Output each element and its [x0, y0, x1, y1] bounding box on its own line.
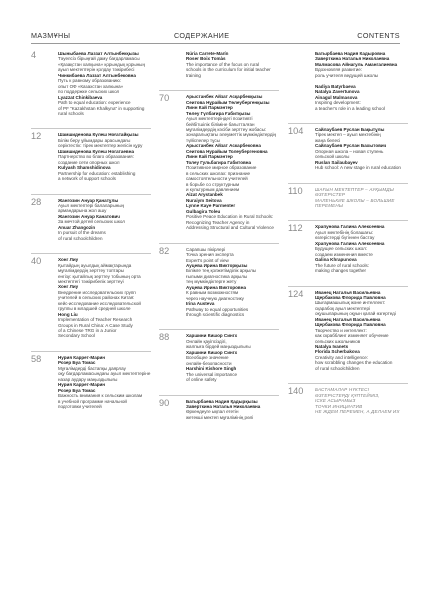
author-name: Заверткина Наталья Николаевна — [186, 404, 261, 410]
author-name: Harshini Kishore Singh — [186, 366, 237, 372]
article-title: The importance of the focus on rural — [186, 61, 260, 67]
article-title: a teacher's role in a leading school — [315, 105, 385, 111]
article-title: серіктестік: тірек мектептер желісін құру — [58, 143, 143, 149]
page-number: 40 — [31, 256, 42, 267]
article-title: In pursuit of the dreams — [58, 230, 106, 236]
article-title: зонаралықтағы әлеуметтік мүмкіндіктердің — [186, 132, 277, 138]
article-title: Партнерство во благо образования: — [58, 154, 134, 160]
toc-entry[interactable] — [31, 51, 151, 116]
author-name: Щербакова Флорида Павловна — [315, 294, 386, 300]
article-title: сельских школьников — [315, 338, 361, 344]
article-title: Тірек мектеп – ауыл мектебінің — [315, 132, 381, 138]
article-title: Важность внимания к сельским школам — [58, 393, 143, 399]
article-title: how scrabbling changes the education — [315, 360, 393, 366]
article-title: Путь к равному образованию: — [58, 78, 122, 84]
author-name: Galina Khrapunova — [315, 257, 357, 263]
article-title: группы в младшей средней школе — [58, 306, 131, 312]
article-title: в сельских школах: признание — [186, 170, 251, 176]
author-name: Жангозин Ануар Канатович — [58, 213, 120, 219]
article-title: самостоятельности учителей — [186, 176, 248, 182]
author-name: Ruslan Sailaubayev — [315, 159, 358, 165]
article-title: Точка зрения эксперта — [186, 252, 234, 258]
article-title: учителей в сельских районах Китая: — [58, 295, 135, 301]
header-russian: СОДЕРЖАНИЕ — [174, 31, 230, 40]
toc-entry[interactable] — [288, 123, 408, 171]
author-name: Lyazzat Chinkibaeva — [58, 94, 103, 100]
page-number: 12 — [31, 131, 42, 142]
article-title: сқарабоқ ауыл мектептері — [315, 305, 370, 311]
section-heading: ӨЗГЕРІСТЕР — [315, 192, 346, 198]
author-name: Florida Scherbakova — [315, 349, 360, 355]
toc-column-right — [288, 51, 408, 427]
author-name: Сайлаубаев Руслан Бахытович — [315, 143, 387, 149]
article-title: Позитивное мирное образование — [186, 165, 257, 171]
toc-entry[interactable] — [288, 220, 408, 273]
article-title: в борьбе со структурным — [186, 181, 240, 187]
author-name: Храпунова Галина Алексеевна — [315, 224, 385, 230]
author-name: Розер Буа Томас — [58, 387, 96, 393]
article-title: Hub school: A new stage in rural education — [315, 165, 401, 171]
article-title: Мұғалімдерді бастапқы даярлау — [58, 365, 126, 371]
section-heading: ТОЧКИ ИНИЦИАТИВ — [315, 403, 363, 409]
article-title: ауыл мектептерін қолдау тәжірибесі — [58, 67, 135, 73]
article-title: Secondary School — [58, 333, 95, 339]
author-name: Батырбаева Надия Кадыровна — [315, 51, 386, 56]
article-title: Positive Peace Education in Rural Schools: — [186, 214, 274, 220]
article-title: The universal importance — [186, 371, 238, 377]
header-rule — [31, 43, 400, 44]
article-title: тең мүмкіндіктерге жету — [186, 279, 237, 285]
article-title: Всеобщее значение — [186, 355, 229, 361]
author-name: Gulbagira Toleu — [186, 208, 221, 214]
article-title: Өркендеуге ықпал ететін — [186, 409, 239, 415]
page-number: 88 — [159, 332, 170, 343]
section-heading: ІСКЕ АСЫРАМЫЗ — [315, 398, 356, 404]
article-title: Partnership for education: establishing — [58, 170, 136, 176]
section-heading: БАСТАМАЛАР НҮКТЕСІ — [315, 387, 370, 393]
article-title: «Қазақстан халқына» қорындық қорының — [58, 61, 145, 67]
article-title: of PF "Kazakhstan Khalkyna" in supporting — [58, 105, 145, 111]
article-title: Творчество и интеллект: — [315, 327, 367, 333]
toc-entry[interactable] — [288, 286, 408, 372]
author-name: Nadiya Batyrbaeva — [315, 83, 356, 89]
article-title: Ауыл мектептеріндегі позитивті — [186, 116, 253, 122]
article-title: жетекші мектеп мұғалімінің рөлі — [186, 414, 254, 420]
article-title: өзгерістерді бүгіннен бастау — [315, 235, 375, 241]
toc-column-center — [159, 51, 279, 432]
toc-entry[interactable] — [31, 351, 151, 410]
author-name: Шыныбаева Лаззат Алтынбекқызы — [58, 51, 139, 56]
page-number: 104 — [288, 125, 304, 136]
article-title: онлайн-безопасности — [186, 360, 232, 366]
article-title: training — [186, 72, 201, 78]
author-name: Kulyash Shamshidinova — [58, 165, 111, 171]
article-title: бейбітшілік біліміне бағытталған — [186, 121, 255, 127]
author-name: Шамшиденова Кулеш Ногатаевна — [58, 148, 135, 154]
toc-column-left — [31, 51, 151, 421]
article-title: оқушыларының оқуын қалай өзгертеді — [315, 311, 396, 317]
toc-entry[interactable] — [159, 329, 279, 382]
page-number: 112 — [288, 223, 303, 234]
article-title: За мечтой детей сельских школ — [58, 219, 125, 225]
article-title: подготовки учителей — [58, 404, 102, 410]
article-title: опыт ОФ «Казахстан халкына» — [58, 83, 124, 89]
author-name: Иванец Наталья Васильевна — [315, 289, 381, 295]
author-name: Irina Austeva — [186, 301, 215, 307]
article-title: создаем изменения вместе — [315, 251, 373, 257]
author-name: Храпунова Галина Алексеевна — [315, 240, 385, 246]
author-name: Щербакова Флорида Павловна — [315, 322, 386, 328]
article-title: through scientific diagnostics — [186, 312, 245, 318]
author-name: Арыстанбек Айзат Асқарбекқызы — [186, 94, 263, 100]
page-number: 28 — [31, 196, 42, 207]
author-name: Сайлаубаев Руслан Бақытұлы — [315, 126, 385, 132]
article-title: Будущее сельских школ: — [315, 246, 367, 252]
article-title: К равным возможностям — [186, 290, 239, 296]
article-title: The future of rural schools: — [315, 262, 370, 268]
article-title: түйіспелер тұсы — [186, 137, 220, 143]
author-name: Иванец Наталья Васильевна — [315, 316, 381, 322]
page-number: 70 — [159, 93, 170, 104]
author-name: Nuraiym Seitova — [186, 197, 222, 203]
article-title: of rural schoolchildren — [58, 235, 103, 241]
article-title: назар аудару маңыздылығы — [58, 376, 118, 382]
article-title: и культурным давлением — [186, 186, 240, 192]
toc-entry[interactable] — [31, 194, 151, 242]
toc-entry[interactable] — [159, 243, 279, 318]
article-title: жаңа белесі — [315, 137, 341, 143]
article-title: мұғалімдердің кәсіби зерттеу жобасы: — [186, 126, 267, 132]
page-number: 4 — [31, 50, 37, 60]
page-number: 82 — [159, 245, 170, 256]
article-title: Ауыл мектебінің болашағы: — [315, 229, 374, 235]
article-title: Вдохновляя развитие: — [315, 67, 363, 73]
author-name: Линн Кай Пармэнтер — [186, 154, 233, 160]
article-title: в учебной программе начальной — [58, 398, 127, 404]
article-title: кейс-исследование исследовательской — [58, 300, 141, 306]
toc-entry[interactable] — [31, 253, 151, 339]
article-title: Ауыл мектептері балаларының — [58, 202, 124, 208]
author-name: Розер Буа Томас — [58, 360, 96, 366]
toc-entry[interactable] — [159, 90, 279, 230]
article-title: Implementation of Teacher Research — [58, 317, 133, 323]
article-title: Inspiring development: — [315, 100, 361, 106]
article-title: Тәуелсіз бірыңғай даму бағдарламасы — [58, 56, 140, 62]
article-title: по поддержке сельских школ — [58, 89, 120, 95]
author-name: Нурия Каррет-Марин — [58, 354, 106, 360]
article-title: Білімге тең қолжетімділік арқылы — [186, 268, 256, 274]
author-name: Roser Boix Tomàs — [186, 56, 226, 62]
author-name: Төлеу Гүлбағира Ғабитқызы — [186, 110, 251, 116]
article-title: Groups in Rural China: A Case Study — [58, 322, 133, 328]
section-heading: МАЛЕНЬКИЕ ШКОЛЫ – БОЛЬШИЕ — [315, 197, 395, 203]
author-name: Нурия Каррет-Марин — [58, 382, 106, 388]
author-name: Сеитова Нұрайым Төлеубергенқызы — [186, 99, 270, 105]
author-name: Арыстанбек Айзат Аскарбековна — [186, 143, 261, 149]
article-title: Шығармашылық және интеллект: — [315, 300, 386, 306]
article-title: Сарапшы пікірлері — [186, 246, 226, 252]
article-title: через научную диагностику — [186, 295, 244, 301]
author-name: Ainagul Malmasova — [315, 94, 358, 100]
article-title: оқу бағдарламасындағы ауыл мектептеріне — [58, 371, 151, 377]
article-title: енгізу: қытайлық зерттеу тобының орта — [58, 273, 141, 279]
article-title: Внедрение исследовательских групп — [58, 289, 136, 295]
author-name: Ауцева Ирина Викторқызы — [186, 262, 248, 268]
toc-entry[interactable] — [159, 51, 279, 78]
page-number: 58 — [31, 353, 42, 364]
author-name: Núria Carrete-Marín — [186, 51, 229, 56]
toc-entry[interactable] — [288, 383, 408, 414]
toc-entry[interactable] — [31, 128, 151, 181]
author-name: Харшини Кишор Сингх — [186, 333, 238, 339]
author-name: Жангозин Ануар Қанатұлы — [58, 197, 119, 203]
author-name: Чинкибаева Лаззат Алтынбековна — [58, 72, 136, 78]
author-name: Natalya Ivanets — [315, 344, 349, 350]
article-title: Recognizing Teacher Agency in — [186, 219, 250, 225]
article-title: a network of support schools — [58, 176, 116, 182]
article-title: Expert's point of view — [186, 257, 229, 263]
article-title: Path to equal education: experience — [58, 100, 131, 106]
article-title: Опорная школа – новая ступень — [315, 148, 384, 154]
article-title: армандарына жол ашу — [58, 208, 107, 214]
author-name: Anuar Zhangozin — [58, 224, 96, 230]
article-title: создание сети опорных школ — [58, 159, 120, 165]
author-name: Ауцева Ирина Викторовна — [186, 284, 246, 290]
article-title: Addressing Structural and Cultural Violence — [186, 225, 274, 231]
article-title: making changes together — [315, 268, 367, 274]
author-name: Сеитова Нурайым Толеубергеновна — [186, 148, 268, 154]
author-name: Толеу Гульбагира Габитовна — [186, 159, 252, 165]
article-title: schools in the curriculum for initial teacher — [186, 67, 271, 73]
page-number: 140 — [288, 386, 304, 397]
article-title: of rural schoolchildren — [315, 365, 360, 371]
article-title: Онлайн қауіпсіздігі, — [186, 338, 227, 344]
section-heading: ӨЗГЕРІСТЕРДІ ҚҰПТЕЙМІЗ, — [315, 392, 380, 398]
section-heading: ШАҒЫН МЕКТЕПТЕР – АУҚЫМДЫ — [315, 186, 395, 192]
article-title: Pathway to equal opportunities — [186, 306, 249, 312]
author-name: Aizat Arystanbek — [186, 192, 223, 198]
page-number: 124 — [288, 288, 304, 299]
page-number: 110 — [288, 185, 303, 196]
author-name: Natalya Zavertunova — [315, 89, 360, 95]
author-name: Заверткина Наталья Николаевна — [315, 56, 390, 62]
page-number: 90 — [159, 397, 170, 408]
header-english: CONTENTS — [357, 31, 400, 40]
article-title: of online safety — [186, 377, 217, 383]
toc-entry[interactable] — [288, 183, 408, 209]
section-heading: НЕ ЖДЕМ ПЕРЕМЕН, А ДЕЛАЕМ ИХ — [315, 409, 400, 415]
article-title: сельской школы — [315, 154, 350, 160]
article-title: как скрабблинг изменяет обучение — [315, 333, 389, 339]
author-name: Харшини Кишор Сингх — [186, 349, 238, 355]
section-heading: ПЕРЕМЕНЫ — [315, 202, 344, 208]
author-name: Линн Кай Пармэнтер — [186, 105, 233, 111]
author-name: Lynne Kaye Parmenter — [186, 203, 236, 209]
article-title: роль учителя ведущей школы — [315, 72, 378, 78]
article-title: ғылыми диагностика арқылы — [186, 273, 248, 279]
author-name: Шамшиденова Күлеш Ноғатайқызы — [58, 132, 139, 138]
toc-entry[interactable] — [159, 395, 279, 421]
author-name: Хонг Лиу — [58, 284, 79, 290]
author-name: Батырбаева Надия Қадырқызы — [186, 398, 258, 404]
toc-entry[interactable] — [288, 51, 408, 111]
article-title: жалпыға бірдей маңыздылығы — [186, 344, 251, 350]
article-title: Қытайдың ауылдық аймақтарында — [58, 262, 132, 268]
author-name: Hong Liu — [58, 311, 78, 317]
header-kazakh: МАЗМҰНЫ — [31, 31, 71, 40]
article-title: Creativity and intelligence: — [315, 354, 369, 360]
article-title: мұғалімдердің зерттеу топтары — [58, 268, 124, 274]
article-title: мектептегі тәжірибелік зерттеуі — [58, 278, 124, 284]
article-title: Білім беру ұйымдары арасындағы — [58, 137, 131, 143]
author-name: Хонг Лиу — [58, 257, 79, 263]
article-title: of a Chinese TRG in a Junior — [58, 328, 117, 334]
article-title: rural schools — [58, 110, 84, 116]
author-name: Малмасова Айнагуль Амангалиевна — [315, 61, 398, 67]
